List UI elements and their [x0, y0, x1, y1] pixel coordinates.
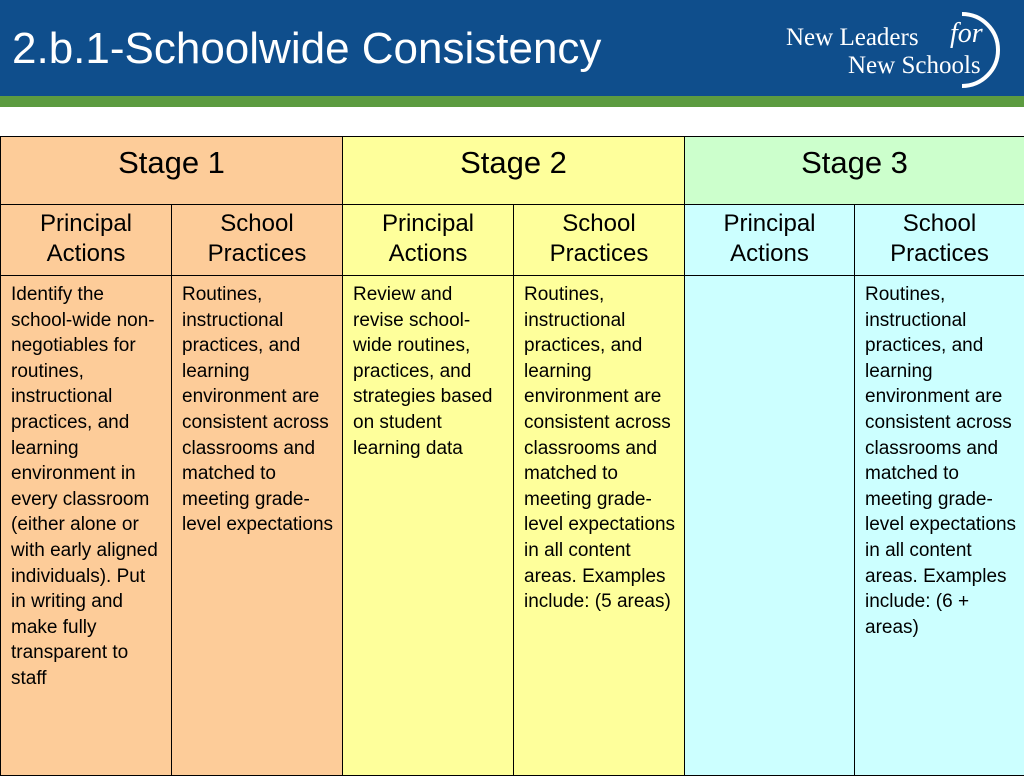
subheader-stage3-school: School Practices — [855, 205, 1024, 276]
accent-stripe — [0, 96, 1024, 107]
subheader-stage2-school: School Practices — [514, 205, 685, 276]
subheader-stage1-principal: Principal Actions — [1, 205, 172, 276]
cell-stage1-principal: Identify the school-wide non-negotiables for routines, instructional practices, and learning environment in every classroom (either alone or with early aligned individuals). Put in writing and make fully transparent to staff — [1, 276, 172, 776]
logo-for: for — [950, 18, 983, 50]
cell-stage1-school: Routines, instructional practices, and learning environment are consistent across classrooms and matched to meeting grade-level expectations — [172, 276, 343, 776]
stages-table — [0, 136, 1024, 776]
subheader-stage2-principal: Principal Actions — [343, 205, 514, 276]
stage-header-1: Stage 1 — [1, 137, 343, 205]
cell-stage2-principal: Review and revise school-wide routines, practices, and strategies based on student learning data — [343, 276, 514, 776]
logo-line2: New Schools — [848, 52, 981, 80]
cell-stage3-school: Routines, instructional practices, and learning environment are consistent across classrooms and matched to meeting grade-level expectations in all content areas. Examples include: (6 + areas) — [855, 276, 1024, 776]
slide-title: 2.b.1-Schoolwide Consistency — [12, 22, 601, 76]
subheader-stage3-principal: Principal Actions — [685, 205, 855, 276]
stage-header-2: Stage 2 — [343, 137, 685, 205]
cell-stage3-principal — [685, 276, 855, 776]
logo — [786, 12, 1012, 88]
cell-stage2-school: Routines, instructional practices, and learning environment are consistent across classrooms and matched to meeting grade-level expectations in all content areas. Examples include: (5 areas) — [514, 276, 685, 776]
stage-header-3: Stage 3 — [685, 137, 1024, 205]
title-bar — [0, 0, 1024, 96]
subheader-stage1-school: School Practices — [172, 205, 343, 276]
logo-line1: New Leaders — [786, 24, 919, 52]
